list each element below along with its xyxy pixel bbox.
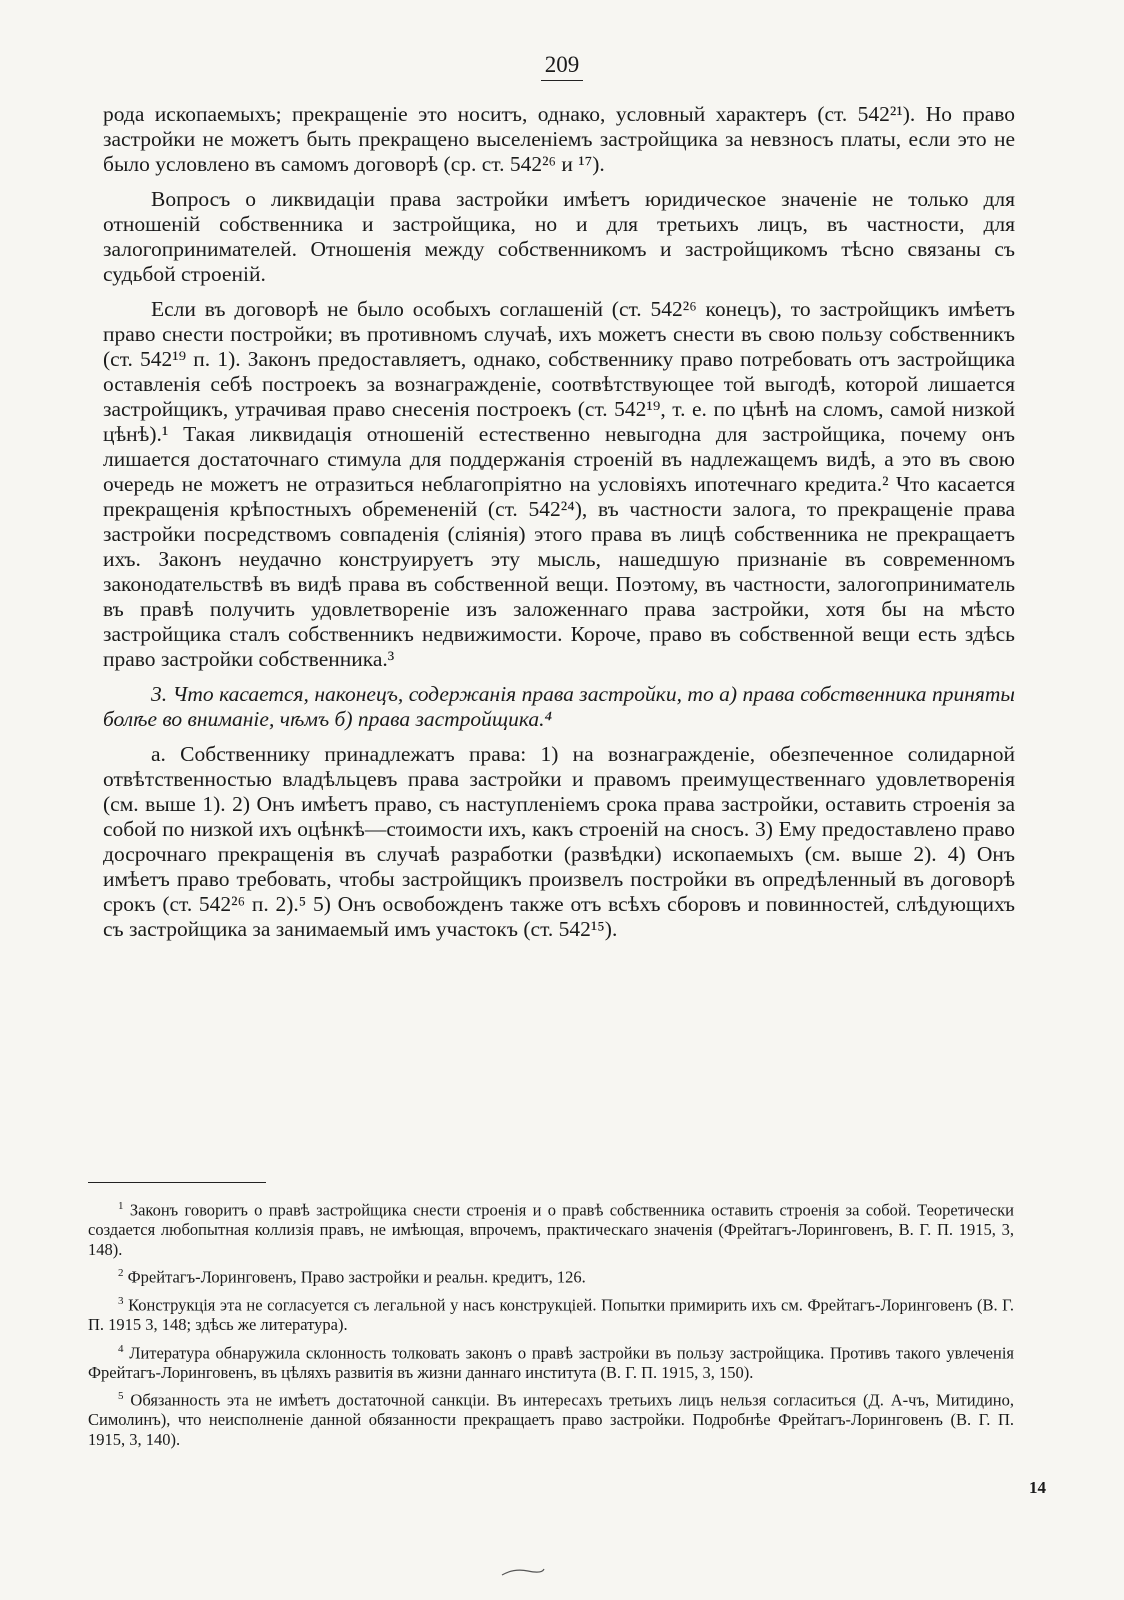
page-number-text: 209 (541, 52, 584, 81)
footnote-number: 2 (118, 1267, 124, 1279)
paragraph-3: Если въ договорѣ не было особыхъ соглашеній (ст. 542²⁶ конецъ), то застройщикъ имѣетъ право снести постройки; въ противномъ случаѣ, ихъ можетъ снести въ свою пользу собственникъ (ст. 542¹⁹ п. 1). Законъ предоставляетъ, однако, собственнику право потребовать отъ застройщика оставленія себѣ построекъ за вознагражденіе, соотвѣтствующее той выгодѣ, которой лишается застройщикъ, утрачивая право снесенія построекъ (ст. 542¹⁹, т. е. по цѣнѣ на сломъ, самой низкой цѣнѣ).¹ Такая ликвидація отношеній естественно невыгодна для застройщика, почему онъ лишается достаточнаго стимула для поддержанія строеній въ надлежащемъ видѣ, а это въ свою очередь не можетъ не отразиться неблагопріятно на условіяхъ ипотечнаго кредита.² Что касается прекращенія крѣпостныхъ обремененій (ст. 542²⁴), въ частности залога, то прекращеніе права застройки посредствомъ совпаденія (сліянія) этого права въ лицѣ собственника не прекращаетъ ихъ. Законъ неудачно конструируетъ эту мысль, нашедшую признаніе въ современномъ законодательствѣ въ видѣ права въ собственной вещи. Поэтому, въ частности, залогоприниматель въ правѣ получить удовлетвореніе изъ заложеннаго права застройки, хотя бы на мѣсто застройщика сталъ собственникъ недвижимости. Короче, право въ собственной вещи есть здѣсь право застройки собственника.³ (103, 297, 1015, 671)
paragraph-4: 3. Что касается, наконецъ, содержанія права застройки, то а) права собственника приняты болѣе во вниманіе, чѣмъ б) права застройщика.⁴ (103, 682, 1015, 731)
paragraph-5: а. Собственнику принадлежатъ права: 1) на вознагражденіе, обезпеченное солидарной отвѣтственностью владѣльцевъ права застройки и правомъ преимущественнаго удовлетворенія (см. выше 1). 2) Онъ имѣетъ право, съ наступленіемъ срока права застройки, оставить строенія за собой по низкой ихъ оцѣнкѣ—стоимости ихъ, какъ строеній на сносъ. 3) Ему предоставлено право досрочнаго прекращенія въ случаѣ разработки (развѣдки) ископаемыхъ (см. выше 2). 4) Онъ имѣетъ право требовать, чтобы застройщикъ произвелъ постройки въ опредѣленный въ договорѣ срокъ (ст. 542²⁶ п. 2).⁵ 5) Онъ освобожденъ также отъ всѣхъ сборовъ и повинностей, слѣдующихъ съ застройщика за занимаемый имъ участокъ (ст. 542¹⁵). (103, 742, 1015, 941)
footnote-text: Законъ говоритъ о правѣ застройщика снести строенія и о правѣ собственника оставить строенія за собой. Теоретически создается любопытная коллизія правъ, не имѣющая, впрочемъ, практическаго значенія (Фрейтагъ-Лоринговенъ, В. Г. П. 1915, 3, 148). (88, 1200, 1015, 1259)
paragraph-2: Вопросъ о ликвидаціи права застройки имѣетъ юридическое значеніе не только для отношеній собственника и застройщика, но и для третьихъ лицъ, въ частности, для залогопринимателей. Отношенія между собственникомъ и застройщикомъ тѣсно связаны съ судьбой строеній. (103, 187, 1015, 286)
footnote (88, 1387, 1014, 1449)
paragraph-1: рода ископаемыхъ; прекращеніе это носитъ, однако, условный характеръ (ст. 542²¹). Но право застройки не можетъ быть прекращено выселеніемъ застройщика за невзносъ платы, если это не было условлено въ самомъ договорѣ (ср. ст. 542²⁶ и ¹⁷). (103, 102, 1015, 176)
footnote-divider (88, 1182, 266, 1183)
footnote-text: Обязанность эта не имѣетъ достаточной санкціи. Въ интересахъ третьихъ лицъ нельзя согласиться (Д. А-чъ, Митидино, Симолинъ), что неисполненіе данной обязанности прекращаетъ право застройки. Подробнѣе Фрейтагъ-Лоринговенъ (В. Г. П. 1915, 3, 140). (88, 1390, 1014, 1449)
footnote-number: 1 (118, 1200, 124, 1212)
footnote-number: 3 (118, 1295, 124, 1307)
signature-mark: 14 (1029, 1478, 1046, 1497)
ink-mark (500, 1566, 546, 1578)
footnote-text: Фрейтагъ-Лоринговенъ, Право застройки и реальн. кредитъ, 126. (127, 1267, 586, 1287)
footnote (88, 1292, 1014, 1335)
page-number (0, 52, 1124, 81)
footnote-text: Литература обнаружила склонность толковать законъ о правѣ застройки въ пользу застройщика. Противъ такого увлеченія Фрейтагъ-Лоринговенъ, въ цѣляхъ развитія въ жизни даннаго института (В. Г. П. 1915, 3, 150). (88, 1343, 1015, 1382)
footnote-number: 4 (118, 1342, 124, 1355)
footnotes (88, 1197, 1014, 1454)
footnote-number: 5 (118, 1390, 124, 1402)
footnote (88, 1197, 1014, 1259)
footnote-text: Конструкція эта не согласуется съ легальной у насъ конструкціей. Попытки примирить ихъ см. Фрейтагъ-Лоринговенъ (В. Г. П. 1915 3, 148; здѣсь же литература). (88, 1295, 1014, 1334)
footnote (88, 1264, 1014, 1287)
body-text (103, 102, 1015, 952)
footnote (88, 1340, 1014, 1383)
